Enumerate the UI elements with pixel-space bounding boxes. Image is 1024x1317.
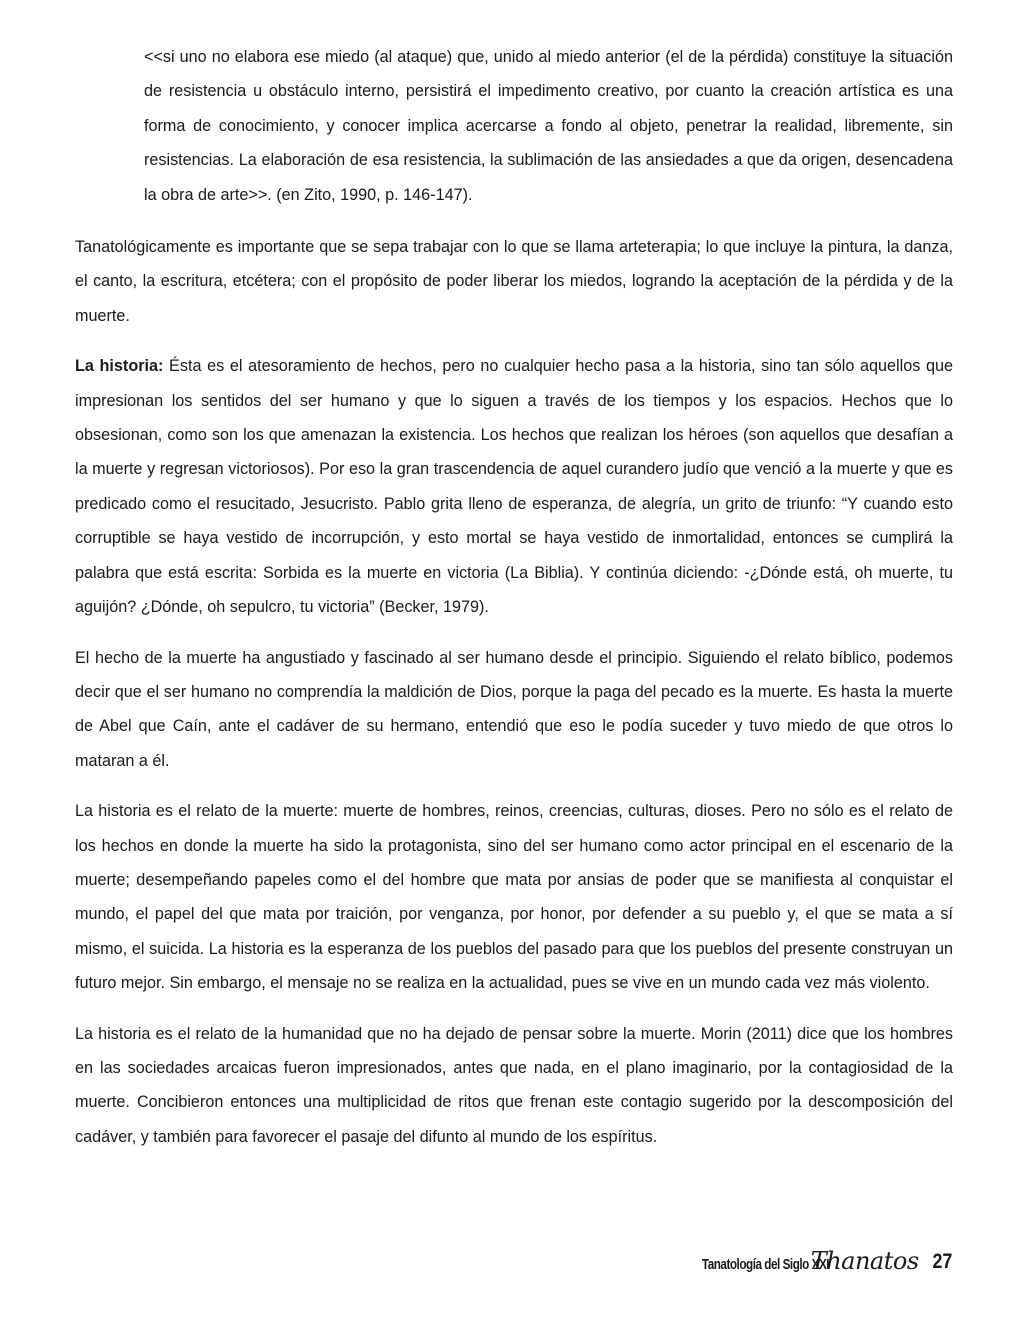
page-footer [666, 1242, 952, 1276]
page-body [75, 40, 953, 1170]
paragraph-relato-muerte: La historia es el relato de la muerte: muerte de hombres, reinos, creencias, culturas, dioses. Pero no sólo es el relato de los hechos en donde la muerte ha sido la protagonista, sino del ser humano como actor principal en el escenario de la muerte; desempeñando papeles como el del hombre que mata por ansias de poder que se manifiesta al conquistar el mundo, el papel del que mata por traición, por venganza, por honor, por defender a su pueblo y, el que se mata a sí mismo, el suicida. La historia es la esperanza de los pueblos del pasado para que los pueblos del presente construyan un futuro mejor. Sin embargo, el mensaje no se realiza en la actualidad, pues se vive en un mundo cada vez más violento. [75, 802, 953, 993]
paragraph-arteterapia: Tanatológicamente es importante que se sepa trabajar con lo que se llama arteterapia; lo que incluye la pintura, la danza, el canto, la escritura, etcétera; con el propósito de poder liberar los miedos, logrando la aceptación de la pérdida y de la muerte. [75, 238, 953, 325]
page-number: 27 [932, 1250, 952, 1273]
paragraph-historia-text: Ésta es el atesoramiento de hechos, pero no cualquier hecho pasa a la historia, sino tan sólo aquellos que impresionan los sentidos del ser humano y que lo siguen a través de los tiempos y los espacios. Hechos que lo obsesionan, como son los que amenazan la existencia. Los hechos que realizan los héroes (son aquellos que desafían a la muerte y regresan victoriosos). Por eso la gran trascendencia de aquel curandero judío que venció a la muerte y que es predicado como el resucitado, Jesucristo. Pablo grita lleno de esperanza, de alegría, un grito de triunfo: “Y cuando esto corruptible se haya vestido de incorrupción, y esto mortal se haya vestido de inmortalidad, entonces se cumplirá la palabra que está escrita: Sorbida es la muerte en victoria (La Biblia). Y continúa diciendo: -¿Dónde está, oh muerte, tu aguijón? ¿Dónde, oh sepulcro, tu victoria” (Becker, 1979). [75, 357, 953, 617]
paragraph-hecho-muerte: El hecho de la muerte ha angustiado y fascinado al ser humano desde el principio. Siguiendo el relato bíblico, podemos decir que el ser humano no comprendía la maldición de Dios, porque la paga del pecado es la muerte. Es hasta la muerte de Abel que Caín, ante el cadáver de su hermano, entendió que eso le podía suceder y tuvo miedo de que otros lo mataran a él. [75, 648, 953, 770]
paragraph-historia [75, 349, 953, 624]
paragraph-relato-humanidad: La historia es el relato de la humanidad que no ha dejado de pensar sobre la muerte. Morin (2011) dice que los hombres en las sociedades arcaicas fueron impresionados, antes que nada, en el plano imaginario, por la contagiosidad de la muerte. Concibieron entonces una multiplicidad de ritos que frenan este contagio sugerido por la descomposición del cadáver, y también para favorecer el pasaje del difunto al mundo de los espíritus. [75, 1024, 953, 1146]
thanatos-logo: Thanatos [810, 1247, 919, 1275]
block-quote: <<si uno no elabora ese miedo (al ataque) que, unido al miedo anterior (el de la pérdida) constituye la situación de resistencia u obstáculo interno, persistirá el impedimento creativo, por cuanto la creación artística es una forma de conocimiento, y conocer implica acercarse a fondo al objeto, penetrar la realidad, libremente, sin resistencias. La elaboración de esa resistencia, la sublimación de las ansiedades a que da origen, desencadena la obra de arte>>. (en Zito, 1990, p. 146-147). [144, 48, 953, 204]
journal-title: Tanatología del Siglo XXI [701, 1256, 829, 1273]
section-lead-label: La historia: [75, 357, 164, 376]
